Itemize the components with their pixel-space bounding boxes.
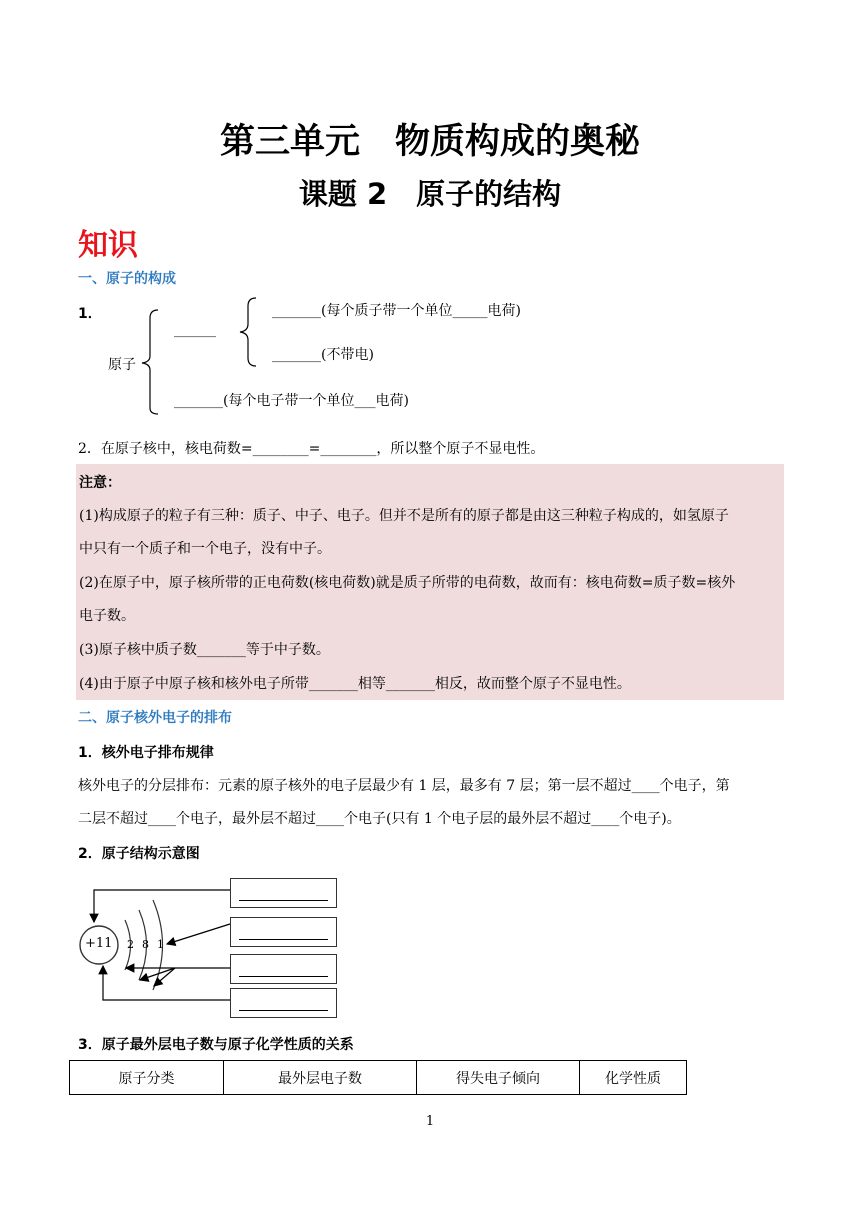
subsection-2-heading: 2．原子结构示意图 (78, 846, 200, 862)
electron-line: _______(每个电子带一个单位___电荷) (174, 393, 409, 409)
atom-label: 原子 (108, 357, 136, 373)
note-line: (4)由于原子中原子核和核外电子所带_______相等_______相反，故而整个原子不显电性。 (79, 676, 631, 692)
knowledge-heading: 知识 (78, 228, 138, 263)
lesson-subtitle: 课题 2 原子的结构 (298, 177, 562, 211)
subsection-3-heading: 3．原子最外层电子数与原子化学性质的关系 (78, 1037, 354, 1053)
neutron-line: _______(不带电) (272, 347, 374, 363)
table-header-row (70, 1061, 687, 1095)
table-header-cell: 得失电子倾向 (417, 1061, 580, 1095)
note-line: 中只有一个质子和一个电子，没有中子。 (79, 541, 331, 557)
nucleus-charge: +11 (85, 936, 113, 951)
note-line: (3)原子核中质子数_______等于中子数。 (79, 642, 330, 658)
table-header-cell: 化学性质 (580, 1061, 687, 1095)
page-number: 1 (425, 1114, 435, 1129)
atom-property-table (69, 1060, 687, 1095)
section-1-heading: 一、原子的构成 (78, 271, 176, 287)
shell-electron-count: 8 (142, 938, 149, 951)
rules-line: 二层不超过____个电子，最外层不超过____个电子(只有 1 个电子层的最外层不超过____个电子)。 (78, 811, 681, 827)
diagram-label-box (230, 878, 337, 908)
item-2-text: 2．在原子核中，核电荷数=________=________，所以整个原子不显电性。 (78, 441, 545, 457)
proton-line: _______(每个质子带一个单位_____电荷) (272, 303, 521, 319)
subsection-1-heading: 1．核外电子排布规律 (78, 745, 214, 761)
answer-blank (239, 976, 328, 977)
answer-blank (239, 900, 328, 901)
section-2-heading: 二、原子核外电子的排布 (78, 710, 232, 726)
rules-line: 核外电子的分层排布：元素的原子核外的电子层最少有 1 层，最多有 7 层；第一层不超过____个电子，第 (78, 778, 730, 794)
shell-electron-count: 1 (157, 938, 164, 951)
note-heading: 注意： (79, 475, 121, 491)
shell-electron-count: 2 (127, 938, 134, 951)
answer-blank (239, 939, 328, 940)
nucleus-blank: ______ (174, 322, 216, 338)
diagram-label-box (230, 988, 337, 1018)
diagram-label-box (230, 917, 337, 947)
page-title: 第三单元 物质构成的奥秘 (219, 122, 640, 162)
table-header-cell: 原子分类 (70, 1061, 224, 1095)
diagram-label-box (230, 954, 337, 984)
note-line: 电子数。 (79, 608, 135, 624)
answer-blank (239, 1010, 328, 1011)
note-line: (2)在原子中，原子核所带的正电荷数(核电荷数)就是质子所带的电荷数，故而有：核电荷数=质子数=核外 (79, 575, 736, 591)
item-1-number: 1． (78, 306, 102, 322)
table-header-cell: 最外层电子数 (224, 1061, 417, 1095)
note-line: (1)构成原子的粒子有三种：质子、中子、电子。但并不是所有的原子都是由这三种粒子构成的，如氢原子 (79, 508, 729, 524)
